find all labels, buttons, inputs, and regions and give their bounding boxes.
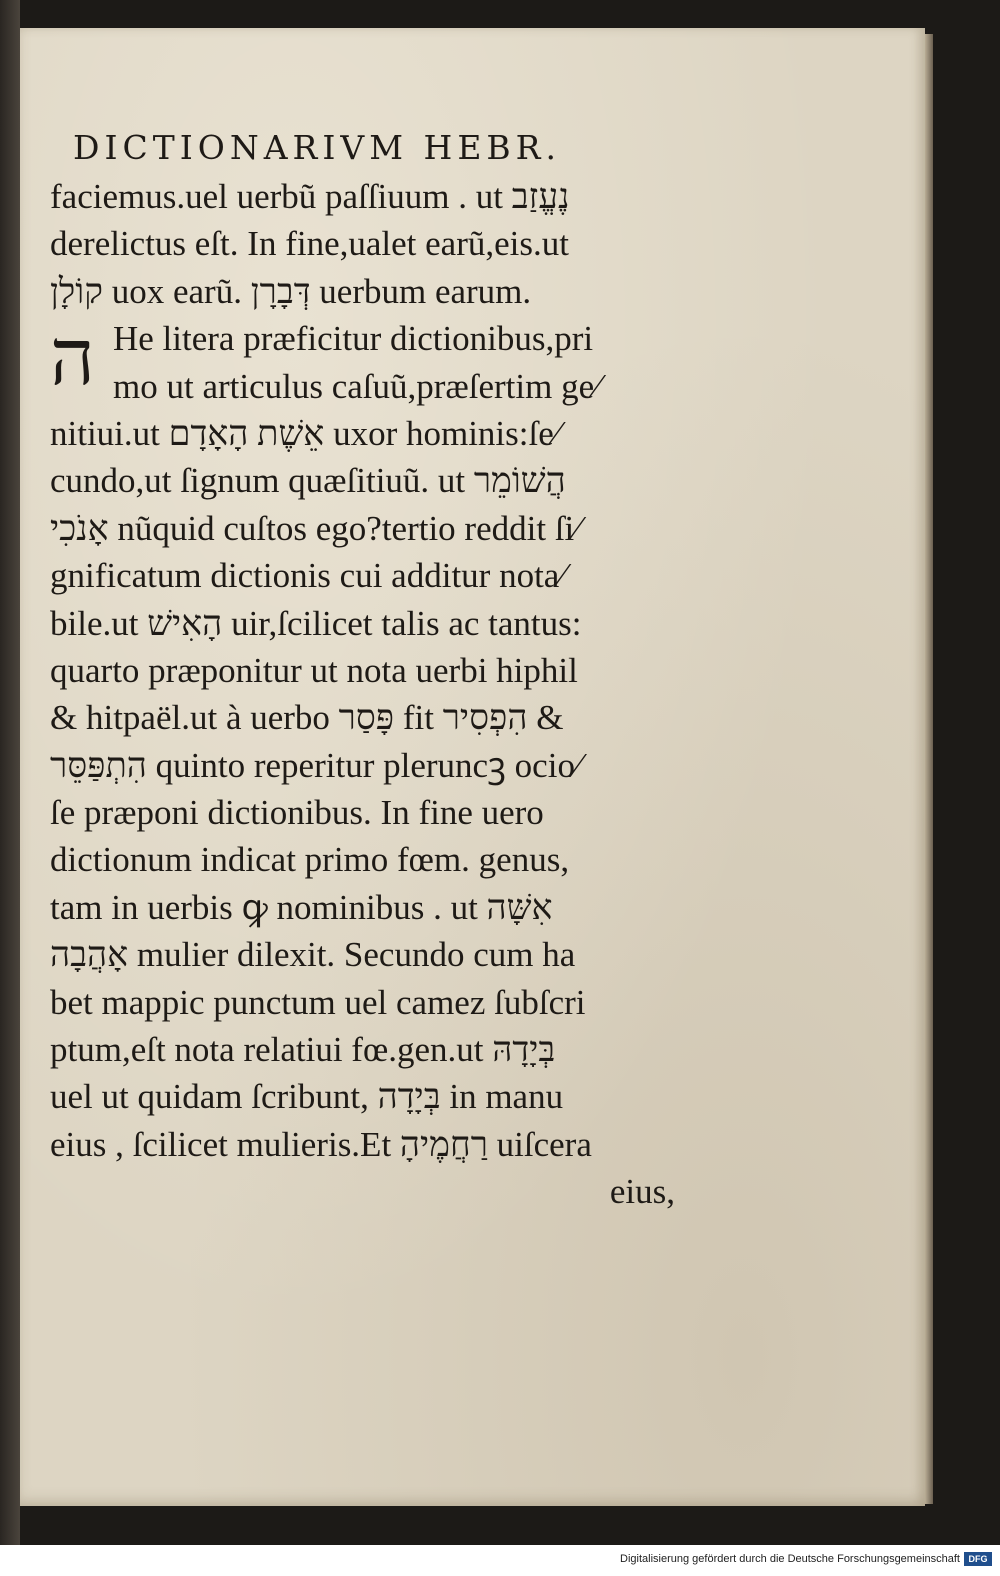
text-line: eius , ſcilicet mulieris.Et רַחֲמֶיהָ uiſcera	[50, 1124, 592, 1164]
drop-cap-initial: ה	[50, 313, 95, 403]
catchword: eius,	[609, 1172, 675, 1212]
text-line: quarto præponitur ut nota uerbi hiphil	[50, 650, 578, 690]
text-line: dictionum indicat primo fœm. genus,	[50, 840, 570, 880]
text-line: nitiui.ut אֵשֶׁת הָאָדָם uxor hominis:ſe⁄	[50, 413, 560, 453]
digitization-footer	[0, 1545, 1000, 1576]
body-text	[50, 173, 675, 1216]
text-line: uel ut quidam ſcribunt, בְּיָדָה in manu	[50, 1077, 564, 1117]
text-line: cundo,ut ſignum quæſitiuũ. ut הֲשׁוֹמֵר	[50, 461, 566, 501]
text-line: derelictus eſt. In fine,ualet earũ,eis.ut	[50, 224, 569, 264]
text-line: faciemus.uel uerbũ paſſiuum . ut נֶעֱזַב	[50, 177, 570, 216]
text-line: gnificatum dictionis cui additur nota⁄	[50, 556, 566, 596]
page-edge	[925, 34, 933, 1504]
funding-credit: Digitalisierung gefördert durch die Deutsche Forschungsgemeinschaft	[620, 1553, 960, 1565]
text-line: bet mappic punctum uel camez ſubſcri	[50, 982, 586, 1022]
text-line: ſe præponi dictionibus. In fine uero	[50, 793, 544, 833]
book-binding-edge	[0, 0, 20, 1545]
running-head: DICTIONARIVM HEBR.	[73, 128, 561, 167]
text-line: ptum,eſt nota relatiui fœ.gen.ut בְּיָדָהּ	[50, 1030, 556, 1070]
text-line: bile.ut הָאִישׁ uir,ſcilicet talis ac tantus:	[50, 603, 582, 643]
text-line: mo ut articulus caſuũ,præſertim ge⁄	[113, 366, 600, 406]
text-line: tam in uerbis ꝙ nominibus . ut אִשָּׁה	[50, 887, 553, 927]
text-line: אָנֹכִי nũquid cuſtos ego?tertio reddit ſi⁄	[50, 508, 581, 548]
text-line: & hitpaël.ut à uerbo פָּסַר fit הִפְסִיר &	[50, 698, 564, 738]
text-line: הִתְפַּסֵּר quinto reperitur pleruncꝫ ocio⁄	[50, 745, 581, 785]
dfg-logo-icon: DFG	[964, 1552, 992, 1566]
text-line: He litera præficitur dictionibus,pri	[113, 319, 594, 359]
text-line: אָהֲבָה mulier dilexit. Secundo cum ha	[50, 935, 576, 975]
text-line: קוֹלָן uox earũ. דְּבָרָן uerbum earum.	[50, 271, 532, 311]
